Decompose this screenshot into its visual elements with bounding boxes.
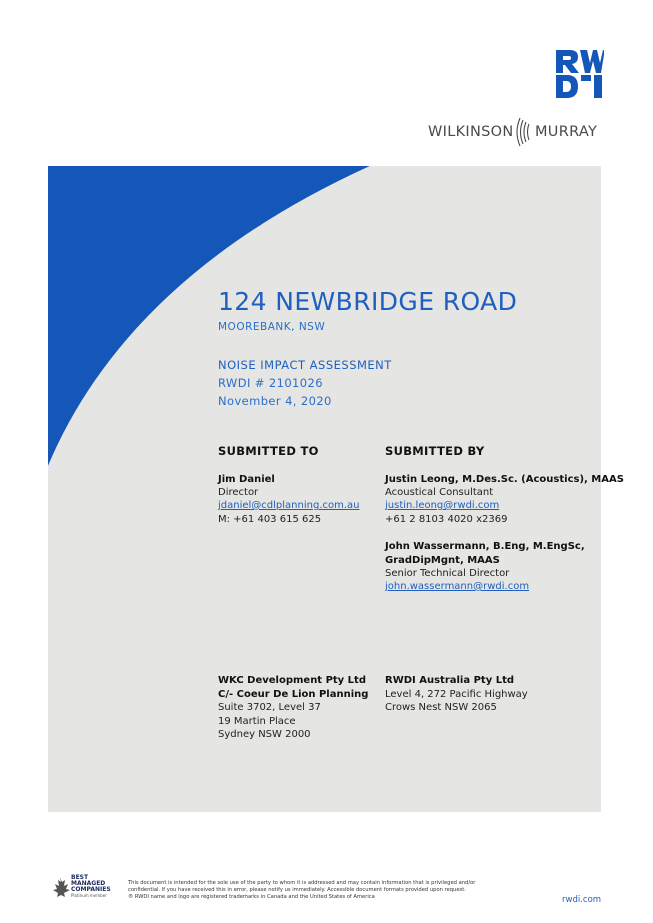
submitted-to-name: Jim Daniel	[218, 474, 275, 485]
rwdi-logo	[556, 50, 604, 98]
disclaimer-line: ® RWDI name and logo are registered trademarks in Canada and the United States of America	[128, 894, 375, 900]
submitted-by-org: RWDI Australia Pty Ltd	[385, 675, 515, 686]
submitted-by-heading: SUBMITTED BY	[385, 444, 485, 458]
best-managed-companies-badge	[52, 871, 112, 901]
submitted-by-person2-name-line1: John Wassermann, B.Eng, M.EngSc,	[385, 541, 585, 552]
submitted-to-role: Director	[218, 487, 259, 498]
badge-line1: BEST	[71, 874, 89, 881]
badge-line3: COMPANIES	[71, 886, 111, 893]
wilkinson-murray-logo	[428, 114, 604, 150]
submitted-to-org-line1: WKC Development Pty Ltd	[218, 675, 366, 686]
disclaimer-line: confidential. If you have received this in error, please notify us immediately. Accessible document formats provided upon request.	[128, 887, 466, 893]
submitted-by-person2-role: Senior Technical Director	[385, 568, 510, 579]
submitted-to-org-line2: C/- Coeur De Lion Planning	[218, 689, 369, 700]
submitted-to-address-line: 19 Martin Place	[218, 716, 296, 727]
submitted-by-address-line: Level 4, 272 Pacific Highway	[385, 689, 528, 700]
report-date: November 4, 2020	[218, 394, 332, 408]
report-number: RWDI # 2101026	[218, 376, 323, 390]
page-title: 124 NEWBRIDGE ROAD	[218, 287, 518, 316]
submitted-to-address-line: Suite 3702, Level 37	[218, 702, 321, 713]
badge-line2: MANAGED	[71, 880, 106, 887]
wm-logo-right: MURRAY	[535, 124, 598, 140]
submitted-by-address-line: Crows Nest NSW 2065	[385, 702, 497, 713]
submitted-to-email-link[interactable]: jdaniel@cdlplanning.com.au	[218, 500, 360, 511]
submitted-to-address-line: Sydney NSW 2000	[218, 729, 311, 740]
report-type: NOISE IMPACT ASSESSMENT	[218, 358, 392, 372]
wm-logo-left: WILKINSON	[428, 124, 514, 140]
submitted-by-person1-email-link[interactable]: justin.leong@rwdi.com	[385, 500, 500, 511]
disclaimer-line: This document is intended for the sole use of the party to whom it is addressed and may contain information that is privileged and/or	[128, 880, 476, 886]
submitted-by-person2-name-line2: GradDipMgnt, MAAS	[385, 555, 500, 566]
badge-line4: Platinum member	[71, 893, 107, 898]
project-location: MOOREBANK, NSW	[218, 321, 326, 333]
cover-background	[48, 166, 601, 812]
submitted-by-person2-email-link[interactable]: john.wassermann@rwdi.com	[385, 581, 530, 592]
submitted-by-person1-name: Justin Leong, M.Des.Sc. (Acoustics), MAAS	[385, 474, 624, 485]
footer-disclaimer	[128, 880, 538, 901]
maple-leaf-icon	[53, 877, 70, 897]
wm-wave-icon	[514, 116, 536, 148]
submitted-to-heading: SUBMITTED TO	[218, 444, 319, 458]
submitted-to-phone: M: +61 403 615 625	[218, 514, 322, 525]
footer-url-link[interactable]: rwdi.com	[562, 895, 602, 905]
submitted-by-person1-phone: +61 2 8103 4020 x2369	[385, 514, 508, 525]
submitted-by-person1-role: Acoustical Consultant	[385, 487, 494, 498]
